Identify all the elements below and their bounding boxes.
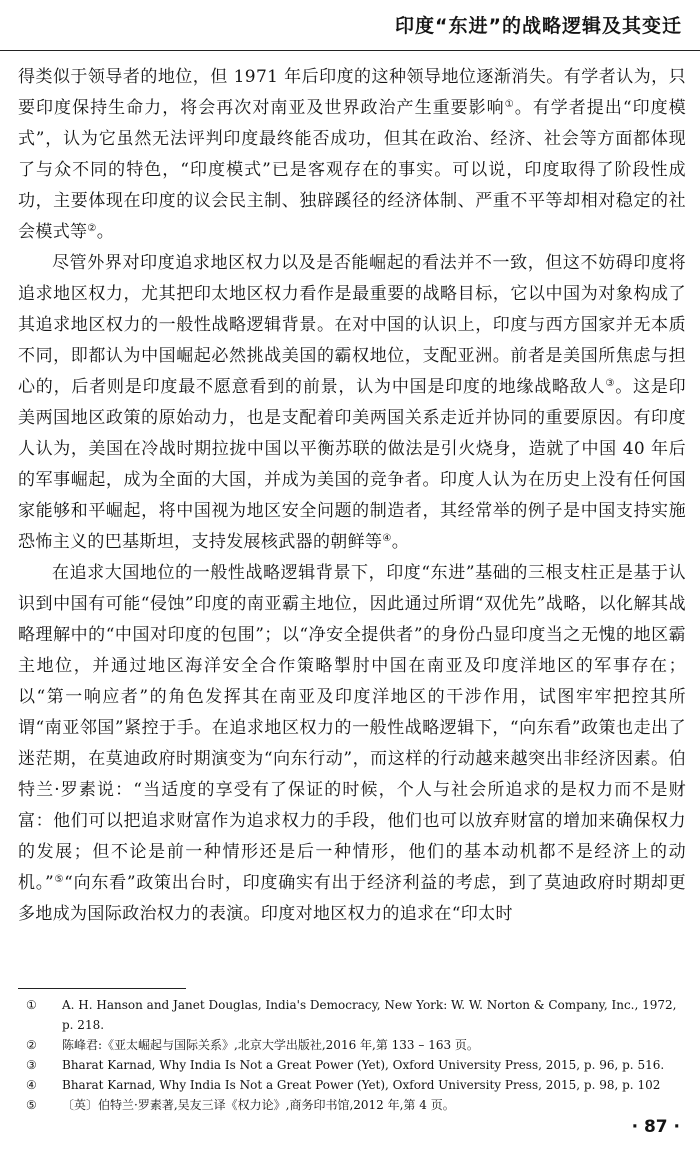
running-header-title: 印度“东进”的战略逻辑及其变迁: [395, 15, 682, 37]
text-run: 得类似于领导者的地位，但 1971 年后印度的这种领导地位逐渐消失。有学者认为，只要印度保持生命力，将会再次对南亚及世界政治产生重要影响: [18, 67, 686, 118]
footnote-number: ④: [26, 1078, 37, 1092]
footnote-number: ③: [26, 1058, 37, 1072]
page-number: · 87 ·: [631, 1117, 680, 1137]
footnote: [18, 995, 686, 1035]
text-run: 。有学者提出“印度模式”，认为它虽然无法评判印度最终能否成功，但其在政治、经济、社会等方面都体现了与众不同的特色，“印度模式”已是客观存在的事实。可以说，印度取得了阶段性成功，主要体现在印度的议会民主制、独辟蹊径的经济体制、严重不平等却相对稳定的社会模式等: [18, 98, 686, 242]
footnote-text: Bharat Karnad, Why India Is Not a Great Power (Yet), Oxford University Press, 2015, p. 96, p. 516.: [62, 1058, 665, 1072]
body-text: [18, 62, 686, 930]
paragraph: [18, 558, 686, 930]
footnote-number: ②: [26, 1038, 37, 1052]
footnote-ref: ③: [605, 378, 616, 389]
footnote: [18, 1055, 686, 1075]
text-run: 。: [391, 532, 410, 552]
text-run: 。这是印美两国地区政策的原始动力，也是支配着印美两国关系走近并协同的重要原因。有印度人认为，美国在冷战时期拉拢中国以平衡苏联的做法是引火烧身，造就了中国 40 年后的军事崛起，成为全面的大国，并成为美国的竞争者。印度人认为在历史上没有任何国家能够和平崛起，将中国视为地区安全问题的制造者，其经常举的例子是中国支持实施恐怖主义的巴基斯坦，支持发展核武器的朝鲜等: [18, 377, 686, 552]
footnotes: [18, 995, 686, 1115]
text-run: 在追求大国地位的一般性战略逻辑背景下，印度“东进”基础的三根支柱正是基于认识到中国有可能“侵蚀”印度的南亚霸主地位，因此通过所谓“双优先”战略，以化解其战略理解中的“中国对印度的包围”；以“净安全提供者”的身份凸显印度当之无愧的地区霸主地位，并通过地区海洋安全合作策略掣肘中国在南亚及印度洋地区的军事存在；以“第一响应者”的角色发挥其在南亚及印度洋地区的干涉作用，试图牢牢把控其所谓“南亚邻国”紧控于手。在追求地区权力的一般性战略逻辑下，“向东看”政策也走出了迷茫期，在莫迪政府时期演变为“向东行动”，而这样的行动越来越突出非经济因素。伯特兰·罗素说：“当适度的享受有了保证的时候，个人与社会所追求的是权力而不是财富：他们可以把追求财富作为追求权力的手段，他们也可以放弃财富的增加来确保权力的发展；但不论是前一种情形还是后一种情形，他们的基本动机都不是经济上的动机。”: [18, 563, 686, 893]
footnote-number: ①: [26, 998, 37, 1012]
footnote-separator: [18, 988, 186, 989]
footnote: [18, 1095, 686, 1115]
paragraph: [18, 248, 686, 558]
footnote-text: 〔英〕伯特兰·罗素著,吴友三译《权力论》,商务印书馆,2012 年,第 4 页。: [62, 1098, 455, 1112]
paragraph: [18, 62, 686, 248]
footnote-ref: ②: [87, 223, 97, 234]
text-run: “向东看”政策出台时，印度确实有出于经济利益的考虑，到了莫迪政府时期却更多地成为国际政治权力的表演。印度对地区权力的追求在“印太时: [18, 873, 686, 924]
footnote-ref: ①: [504, 99, 515, 110]
footnote-ref: ④: [382, 533, 392, 544]
footnote: [18, 1035, 686, 1055]
running-header: [0, 0, 700, 51]
text-run: 。: [96, 222, 115, 242]
footnote-text: Bharat Karnad, Why India Is Not a Great Power (Yet), Oxford University Press, 2015, p. 98, p. 102: [62, 1078, 661, 1092]
footnote: [18, 1075, 686, 1095]
footnote-text: A. H. Hanson and Janet Douglas, India's Democracy, New York: W. W. Norton & Company, Inc., 1972, p. 218.: [62, 998, 677, 1032]
footnote-text: 陈峰君:《亚太崛起与国际关系》,北京大学出版社,2016 年,第 133 – 163 页。: [62, 1038, 479, 1052]
footnote-number: ⑤: [26, 1098, 37, 1112]
footnote-ref: ⑤: [54, 874, 65, 885]
text-run: 尽管外界对印度追求地区权力以及是否能崛起的看法并不一致，但这不妨碍印度将追求地区权力，尤其把印太地区权力看作是最重要的战略目标，它以中国为对象构成了其追求地区权力的一般性战略逻辑背景。在对中国的认识上，印度与西方国家并无本质不同，即都认为中国崛起必然挑战美国的霸权地位，支配亚洲。前者是美国所焦虑与担心的，后者则是印度最不愿意看到的前景，认为中国是印度的地缘战略敌人: [18, 253, 686, 397]
